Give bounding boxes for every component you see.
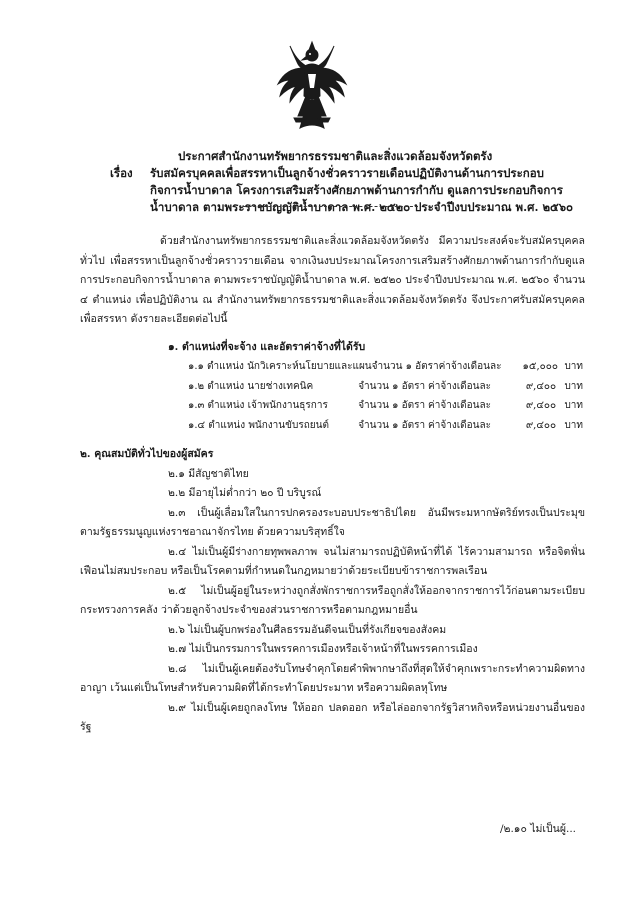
position-count: จำนวน ๑ อัตรา: [371, 361, 439, 372]
position-name: ๑.๒ ตำแหน่ง นายช่างเทคนิค: [188, 380, 314, 392]
position-name: ๑.๑ ตำแหน่ง นักวิเคราะห์นโยบายและแผน: [188, 361, 372, 372]
qualification-item: ๒.๘ ไม่เป็นผู้เคยต้องรับโทษจำคุกโดยคำพิพากษาถึงที่สุดให้จำคุกเพราะกระทำความผิดทางอาญา เว้นแต่เป็นโทษสำหรับความผิดที่ได้กระทำโดยประมาท หรือความผิดลหุโทษ: [80, 662, 585, 694]
position-unit: บาท: [564, 400, 584, 411]
subject-line: รับสมัครบุคคลเพื่อสรรหาเป็นลูกจ้างชั่วคราวรายเดือนปฏิบัติงานด้านการประกอบ: [150, 166, 544, 180]
qualification-item: ๒.๓ เป็นผู้เลื่อมใสในการปกครองระบอบประชาธิปไตย อันมีพระมหากษัตริย์ทรงเป็นประมุขตามรัฐธรรมนูญแห่งราชอาณาจักรไทย ด้วยความบริสุทธิ์ใจ: [80, 506, 585, 538]
intro-paragraph: ด้วยสำนักงานทรัพยากรธรรมชาติและสิ่งแวดล้อมจังหวัดตรัง มีความประสงค์จะรับสมัครบุคคลทั่วไป เพื่อสรรหาเป็นลูกจ้างชั่วคราวรายเดือน จากเงินงบประมาณโครงการเสริมสร้างศักยภาพด้านการกำกับดูแลการประกอบกิจการน้ำบาดาล ตามพระราชบัญญัติน้ำบาดาล พ.ศ. ๒๕๒๐ ประจำปีงบประมาณ พ.ศ. ๒๕๖๐ จำนวน ๔ ตำแหน่ง เพื่อปฏิบัติงาน ณ สำนักงานทรัพยากรธรรมชาติและสิ่งแวดล้อมจังหวัดตรัง จึงประกาศรับสมัครบุคคลเพื่อสรรหา ดังรายละเอียดต่อไปนี้: [80, 235, 585, 325]
position-row: [188, 416, 583, 436]
qualification-item: ๒.๕ ไม่เป็นผู้อยู่ในระหว่างถูกสั่งพักราชการหรือถูกสั่งให้ออกจากราชการไว้ก่อนตามระเบียบกระทรวงการคลัง ว่าด้วยลูกจ้างประจำของส่วนราชการหรือตามกฎหมายอื่น: [80, 584, 585, 616]
position-count: จำนวน ๑ อัตรา: [358, 419, 426, 431]
document-body: [80, 232, 585, 738]
subject-row: [110, 165, 580, 216]
position-unit: บาท: [564, 361, 583, 372]
page-continuation: /๒.๑๐ ไม่เป็นผู้...: [500, 823, 577, 835]
subject-line: กิจการน้ำบาดาล โครงการเสริมสร้างศักยภาพด้านการกำกับ ดูแลการประกอบกิจการ: [150, 183, 563, 197]
position-amount: ๑๕,๐๐๐: [522, 361, 558, 372]
announcement-title: ประกาศสำนักงานทรัพยากรธรรมชาติและสิ่งแวดล้อมจังหวัดตรัง: [178, 149, 493, 163]
position-row: [188, 377, 583, 397]
qualification-item: ๒.๙ ไม่เป็นผู้เคยถูกลงโทษ ให้ออก ปลดออก หรือไล่ออกจากรัฐวิสาหกิจหรือหน่วยงานอื่นของรัฐ: [80, 701, 585, 733]
position-name: ๑.๔ ตำแหน่ง พนักงานขับรถยนต์: [188, 419, 329, 431]
position-amount: ๙,๔๐๐: [525, 400, 557, 411]
position-count: จำนวน ๑ อัตรา: [358, 400, 426, 411]
position-pay-label: ค่าจ้างเดือนละ: [428, 419, 491, 431]
position-name: ๑.๓ ตำแหน่ง เจ้าพนักงานธุรการ: [188, 400, 328, 411]
positions-table: [188, 357, 583, 435]
position-row: [188, 357, 583, 377]
position-count: จำนวน ๑ อัตรา: [358, 380, 426, 392]
position-amount: ๙,๔๐๐: [525, 380, 557, 392]
position-pay-label: ค่าจ้างเดือนละ: [428, 380, 491, 392]
garuda-emblem-icon: [276, 38, 348, 133]
position-pay-label: ค่าจ้างเดือนละ: [428, 400, 491, 411]
section-2-heading: ๒. คุณสมบัติทั่วไปของผู้สมัคร: [80, 448, 214, 460]
subject-label: เรื่อง: [110, 166, 133, 180]
subject-text: [150, 165, 580, 216]
position-unit: บาท: [564, 380, 584, 392]
qualification-item: ๒.๖ ไม่เป็นผู้บกพร่องในศีลธรรมอันดีจนเป็นที่รังเกียจของสังคม: [168, 623, 447, 636]
position-amount: ๙,๔๐๐: [525, 419, 557, 431]
qualification-item: ๒.๔ ไม่เป็นผู้มีร่างกายทุพพลภาพ จนไม่สามารถปฏิบัติหน้าที่ได้ ไร้ความสามารถ หรือจิตฟั่นเฟือนไม่สมประกอบ หรือเป็นโรคตามที่กำหนดในกฎหมายว่าด้วยระเบียบข้าราชการพลเรือน: [80, 545, 585, 577]
qualification-item: ๒.๗ ไม่เป็นกรรมการในพรรคการเมืองหรือเจ้าหน้าที่ในพรรคการเมือง: [168, 643, 478, 655]
position-pay-label: ค่าจ้างเดือนละ: [438, 361, 502, 372]
section-1-heading: ๑. ตำแหน่งที่จะจ้าง และอัตราค่าจ้างที่ได้รับ: [168, 340, 366, 353]
separator-rule: [243, 206, 418, 207]
position-unit: บาท: [564, 419, 584, 431]
subject-line: น้ำบาดาล ตามพระราชบัญญัติน้ำบาดาล พ.ศ. ๒๕๒๐ ประจำปีงบประมาณ พ.ศ. ๒๕๖๐: [150, 200, 574, 214]
qualification-item: ๒.๑ มีสัญชาติไทย: [168, 467, 249, 480]
qualification-item: ๒.๒ มีอายุไม่ต่ำกว่า ๒๐ ปี บริบูรณ์: [168, 487, 322, 499]
position-row: [188, 396, 583, 416]
